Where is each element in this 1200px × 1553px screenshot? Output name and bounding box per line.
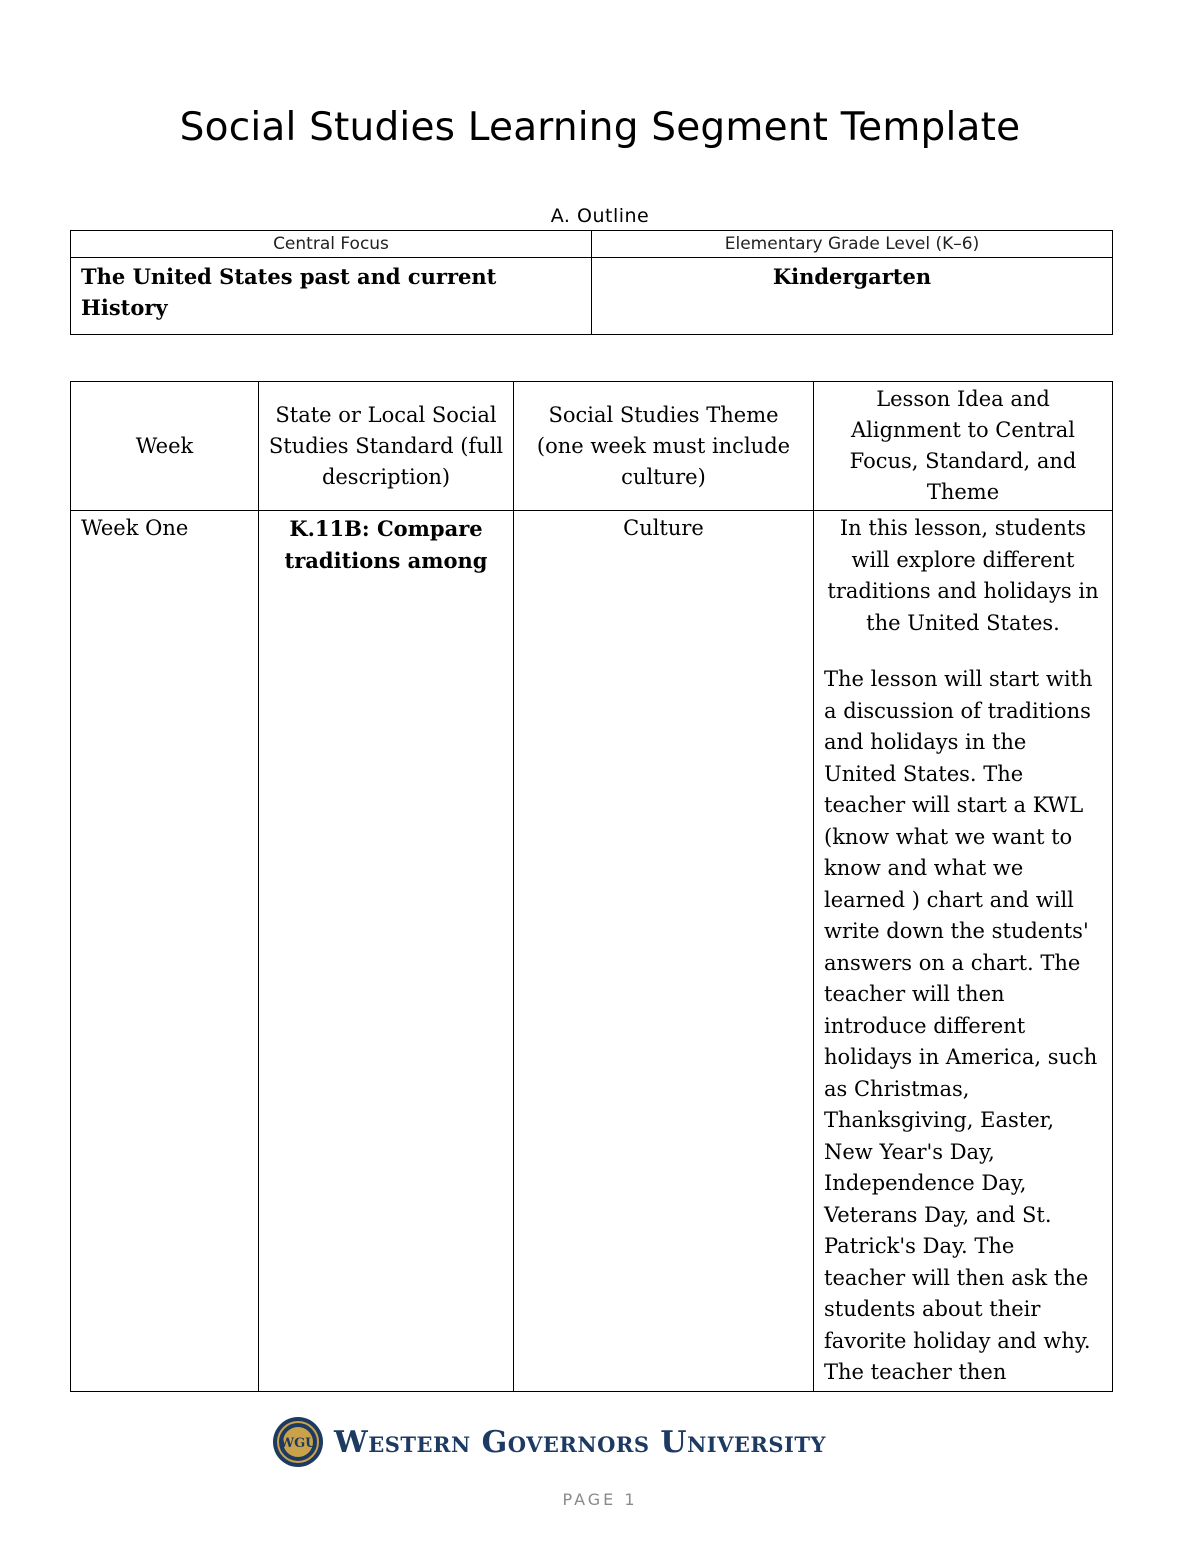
document-title: Social Studies Learning Segment Template [179,105,1021,150]
section-heading: A. Outline [550,205,650,227]
week-cell: Week One [71,511,259,1392]
theme-header: Social Studies Theme (one week must include culture) [514,382,814,511]
grade-level-value: Kindergarten [592,258,1113,335]
segment-header-row [71,382,1113,511]
central-focus-value: The United States past and current History [71,258,592,335]
svg-text:WGU: WGU [279,1436,317,1451]
wgu-logo [272,1414,826,1470]
table-row [71,511,1113,1392]
university-name: Western Governors University [334,1424,826,1460]
outline-table [70,230,1113,335]
theme-cell: Culture [514,511,814,1392]
learning-segment-table [70,381,1113,1392]
page-number: PAGE 1 [562,1490,638,1509]
lesson-body: The lesson will start with a discussion of traditions and holidays in the United States. The teacher will start a KWL (know what we want to know and what we learned ) chart and will write down the students' answers on a chart. The teacher will then introduce different holidays in America, such as Christmas, Thanksgiving, Easter, New Year's Day, Independence Day, Veterans Day, and St. Patrick's Day. The teacher will then ask the students about their favorite holiday and why. The teacher then [824,667,1098,1384]
outline-value-row [71,258,1113,335]
outline-header-row [71,231,1113,258]
lesson-intro: In this lesson, students will explore different traditions and holidays in the United States. [827,516,1099,635]
lesson-cell [814,511,1113,1392]
central-focus-header: Central Focus [71,231,592,258]
grade-level-header: Elementary Grade Level (K–6) [592,231,1113,258]
university-seal-icon [272,1416,324,1468]
standard-cell: K.11B: Compare traditions among [259,511,514,1392]
week-header: Week [71,382,259,511]
lesson-header: Lesson Idea and Alignment to Central Focus, Standard, and Theme [814,382,1113,511]
standard-header: State or Local Social Studies Standard (full description) [259,382,514,511]
